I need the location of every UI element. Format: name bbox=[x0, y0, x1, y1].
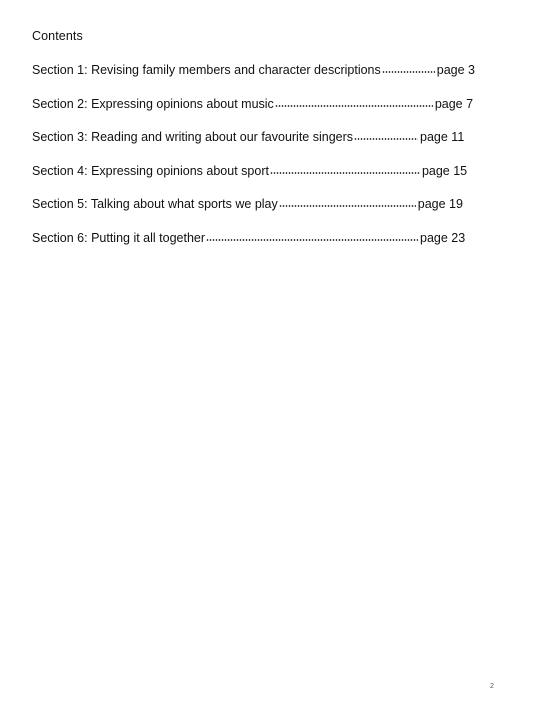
toc-entry-5 bbox=[32, 197, 492, 213]
toc-entry-page: page 7 bbox=[434, 96, 474, 111]
toc-entry-page: page 15 bbox=[421, 163, 468, 178]
toc-entry-title: Section 3: Reading and writing about our favourite singers bbox=[32, 130, 354, 144]
dot-leader bbox=[206, 239, 418, 241]
dot-leader bbox=[354, 138, 418, 140]
contents-heading: Contents bbox=[32, 29, 83, 43]
toc-entry-4 bbox=[32, 164, 492, 180]
dot-leader bbox=[279, 205, 416, 207]
toc-entry-title: Section 6: Putting it all together bbox=[32, 230, 206, 245]
dot-leader bbox=[270, 172, 420, 174]
toc-entry-title: Section 4: Expressing opinions about sport bbox=[32, 163, 269, 178]
dot-leader bbox=[275, 105, 433, 107]
toc-entry-title: Section 2: Expressing opinions about music bbox=[32, 96, 274, 111]
toc-entry-page: page 11 bbox=[420, 130, 465, 144]
toc-entry-page: page 19 bbox=[417, 197, 463, 211]
page-number: 2 bbox=[490, 683, 494, 690]
toc-entry-2 bbox=[32, 97, 492, 113]
toc-entry-page: page 23 bbox=[420, 230, 466, 245]
dot-leader bbox=[382, 71, 435, 73]
toc-entry-page: page 3 bbox=[436, 63, 475, 77]
toc-entry-1 bbox=[32, 63, 492, 79]
toc-entry-6 bbox=[32, 231, 492, 247]
toc-entry-title: Section 5: Talking about what sports we play bbox=[32, 197, 278, 211]
table-of-contents bbox=[32, 63, 492, 264]
toc-entry-title: Section 1: Revising family members and character descriptions bbox=[32, 63, 381, 77]
toc-entry-3 bbox=[32, 130, 492, 146]
